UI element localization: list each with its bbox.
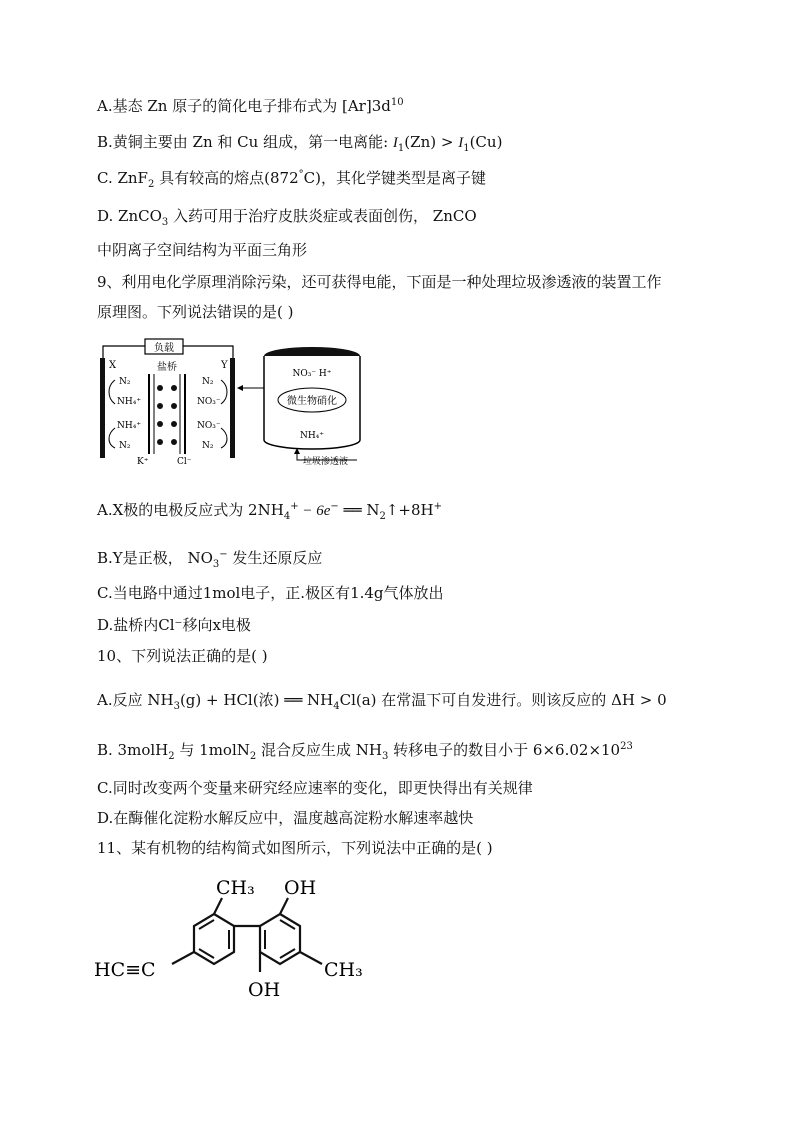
option-text: 混合反应生成 NH xyxy=(256,741,383,759)
subscript: 2 xyxy=(249,751,257,762)
option-text: D. ZnCO xyxy=(97,207,162,225)
subscript: 2 xyxy=(168,751,175,762)
methyl-top-label: CH₃ xyxy=(216,877,255,899)
q8-option-c xyxy=(97,168,486,188)
option-text: C. ZnF xyxy=(97,169,148,187)
subscript: 3 xyxy=(161,217,169,228)
option-text: 具有较高的熔点 xyxy=(154,169,265,187)
potassium-ion-label: K⁺ xyxy=(137,457,149,467)
option-text: (Cu) xyxy=(469,133,503,151)
subscript: 4 xyxy=(333,701,340,712)
subscript: 3 xyxy=(212,559,220,570)
superscript: + xyxy=(433,501,443,512)
q9-stem-line1: 9、利用电化学原理消除污染，还可获得电能，下面是一种处理垃圾渗透液的装置工作 xyxy=(97,273,662,291)
salt-bridge-label: 盐桥 xyxy=(157,362,177,373)
superscript: − xyxy=(219,549,228,560)
hydroxyl-top-label: OH xyxy=(284,877,317,899)
q8-option-a xyxy=(97,96,404,116)
species-label: N₂ xyxy=(202,377,214,387)
electrode-y xyxy=(230,358,235,458)
subscript: 3 xyxy=(173,701,180,712)
option-text: A.X极的电极反应式为 2NH xyxy=(97,501,284,519)
q9-option-a xyxy=(97,500,442,521)
subscript: 1 xyxy=(463,143,470,154)
option-text: Cl(a) 在常温下可自发进行。则该反应的 ΔH > 0 xyxy=(339,691,667,709)
species-label: NH₄⁺ xyxy=(117,397,142,407)
tank-nitrification-label: 微生物硝化 xyxy=(287,396,337,407)
superscript: + xyxy=(290,501,299,512)
q11-stem: 11、某有机物的结构简式如图所示，下列说法中正确的是( ) xyxy=(97,839,493,857)
species-label: N₂ xyxy=(202,441,214,451)
subscript: 2 xyxy=(147,179,155,190)
tank-bottom-ion: NH₄⁺ xyxy=(299,431,325,441)
superscript: ° xyxy=(298,169,304,180)
circuit-wire xyxy=(183,346,233,358)
species-label: NH₄⁺ xyxy=(117,421,142,431)
electrode-x xyxy=(100,358,105,458)
option-text: 与 1molN xyxy=(174,741,250,759)
option-text: 入药可用于治疗皮肤炎症或表面创伤， ZnCO xyxy=(168,207,477,225)
option-text: ↑+8H xyxy=(385,501,434,519)
option-text: A.反应 NH xyxy=(97,691,174,709)
species-label: NO₃⁻ xyxy=(197,421,221,431)
q8-option-d-line1 xyxy=(97,206,477,226)
hydroxyl-bond xyxy=(280,898,288,914)
species-label: N₂ xyxy=(119,377,131,387)
q9-stem-line2: 原理图。下列说法错误的是( ) xyxy=(97,303,294,321)
superscript: 10 xyxy=(390,97,404,108)
reaction-arrow xyxy=(221,428,227,448)
q9-option-d: D.盐桥内Cl⁻移向x电极 xyxy=(97,616,251,634)
option-text: B. 3molH xyxy=(97,741,169,759)
subscript: 1 xyxy=(397,143,405,154)
inlet-label: 垃圾渗透液 xyxy=(303,457,349,467)
option-text: B.Y是正极， NO xyxy=(97,549,213,567)
ethynyl-label: HC≡C xyxy=(94,959,156,981)
q8-option-d-line2: 中阴离子空间结构为平面三角形 xyxy=(97,241,308,259)
option-text: − 6e xyxy=(298,503,331,519)
flow-arrowhead xyxy=(237,385,243,391)
q9-option-c: C.当电路中通过1mol电子，正.极区有1.4g气体放出 xyxy=(97,584,444,602)
q10-stem: 10、下列说法正确的是( ) xyxy=(97,647,268,665)
load-label: 负载 xyxy=(154,343,174,354)
methyl-bond xyxy=(300,952,322,964)
circuit-wire xyxy=(103,346,145,358)
electrode-x-label: X xyxy=(109,360,117,371)
option-text: B.黄铜主要由 Zn 和 Cu 组成，第一电离能: xyxy=(97,133,393,151)
q10-option-d: D.在酶催化淀粉水解反应中，温度越高淀粉水解速率越快 xyxy=(97,809,474,827)
electrode-y-label: Y xyxy=(221,360,228,371)
chloride-ion-label: Cl⁻ xyxy=(177,457,192,467)
reaction-arrow xyxy=(109,380,115,404)
q9-cell-diagram xyxy=(97,338,397,468)
formula-symbol: I xyxy=(392,135,398,151)
option-text: ══ N xyxy=(338,501,380,519)
subscript: 4 xyxy=(283,511,291,522)
ethynyl-bond xyxy=(172,952,194,964)
formula-symbol: I xyxy=(458,135,464,151)
subscript: 3 xyxy=(382,751,389,762)
q10-option-c: C.同时改变两个变量来研究经应速率的变化，即更快得出有关规律 xyxy=(97,779,533,797)
ion-dots xyxy=(157,385,177,445)
reaction-arrow xyxy=(221,380,227,404)
hydroxyl-bottom-label: OH xyxy=(248,979,281,1001)
reaction-arrow xyxy=(109,428,115,448)
q8-option-b xyxy=(97,132,502,153)
option-text: (g) + HCl(浓) ══ NH xyxy=(179,691,334,709)
superscript: − xyxy=(330,501,339,512)
species-label: NO₃⁻ xyxy=(197,397,221,407)
q9-option-b xyxy=(97,548,322,568)
option-text: 转移电子的数目小于 6×6.02×10 xyxy=(388,741,621,759)
superscript: 23 xyxy=(620,741,633,752)
methyl-right-label: CH₃ xyxy=(324,959,363,981)
option-text: (872 xyxy=(264,169,299,187)
option-text: A.基态 Zn 原子的简化电子排布式为 [Ar]3d xyxy=(97,97,391,115)
option-text: (Zn) > xyxy=(404,133,459,151)
tank-top-ions: NO₃⁻ H⁺ xyxy=(292,369,332,379)
species-label: N₂ xyxy=(119,441,131,451)
option-text: 发生还原反应 xyxy=(227,549,323,567)
subscript: 2 xyxy=(379,511,386,522)
q11-structure-diagram xyxy=(92,872,392,1012)
q10-option-a xyxy=(97,690,667,710)
q10-option-b xyxy=(97,740,633,760)
option-text: ，其化学键类型是离子键 xyxy=(320,169,486,187)
methyl-bond xyxy=(214,898,222,914)
option-text: C) xyxy=(303,169,321,187)
